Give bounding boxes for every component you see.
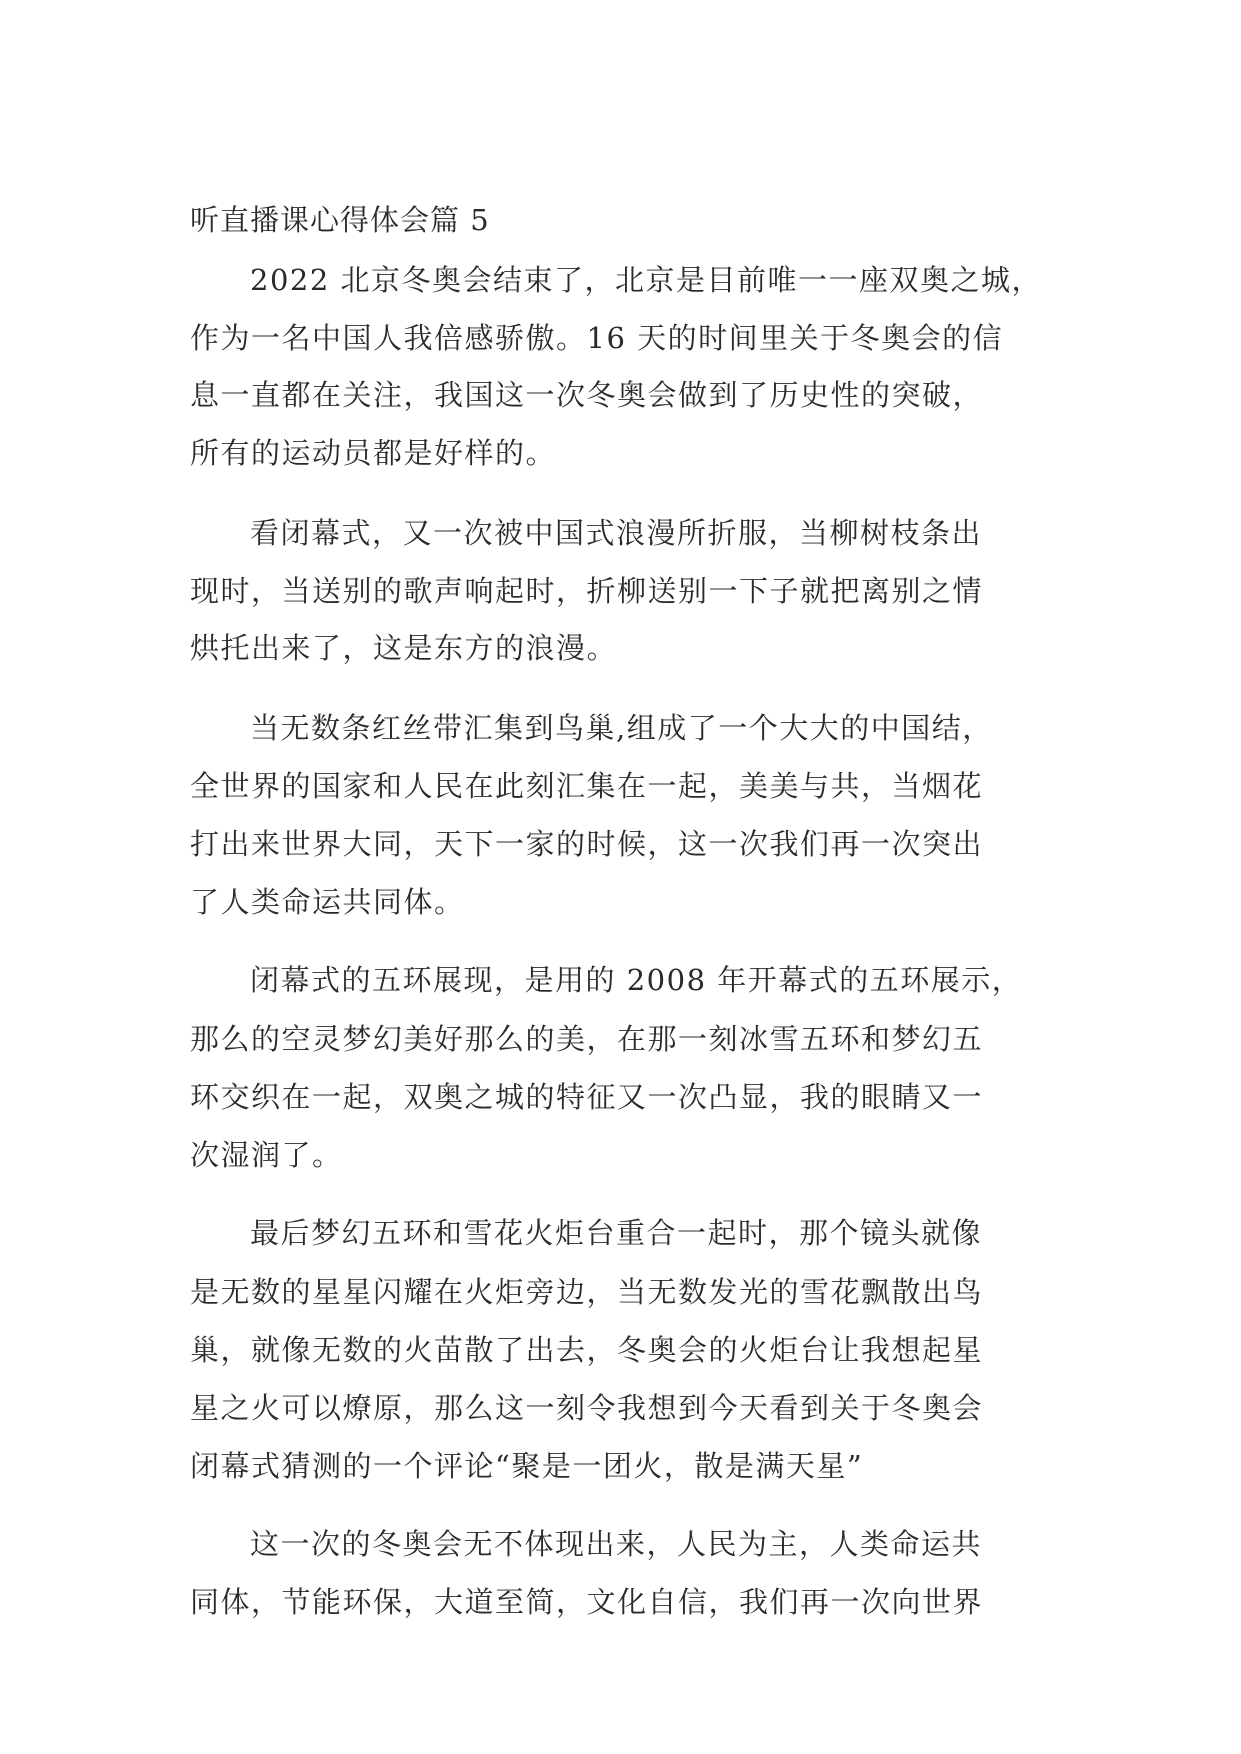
paragraph-line: 最后梦幻五环和雪花火炬台重合一起时，那个镜头就像: [250, 1216, 983, 1250]
paragraph-line: 闭幕式猜测的一个评论“聚是一团火，散是满天星”: [190, 1449, 864, 1483]
paragraph-line: 所有的运动员都是好样的。: [190, 436, 557, 470]
paragraph-line: 闭幕式的五环展现，是用的 2008 年开幕式的五环展示，: [250, 963, 1023, 997]
paragraph-line: 看闭幕式，又一次被中国式浪漫所折服，当柳树枝条出: [250, 516, 983, 550]
paragraph-line: 次湿润了。: [190, 1138, 343, 1172]
paragraph-line: 全世界的国家和人民在此刻汇集在一起，美美与共，当烟花: [190, 769, 984, 803]
paragraph-line: 是无数的星星闪耀在火炬旁边，当无数发光的雪花飘散出鸟: [190, 1275, 984, 1309]
paragraph-line: 同体，节能环保，大道至简，文化自信，我们再一次向世界: [190, 1585, 984, 1619]
paragraph-line: 了人类命运共同体。: [190, 885, 465, 919]
paragraph-line: 那么的空灵梦幻美好那么的美，在那一刻冰雪五环和梦幻五: [190, 1022, 984, 1056]
paragraph-line: 星之火可以燎原，那么这一刻令我想到今天看到关于冬奥会: [190, 1391, 984, 1425]
paragraph-line: 环交织在一起，双奥之城的特征又一次凸显，我的眼睛又一: [190, 1080, 984, 1114]
paragraph-line: 现时，当送别的歌声响起时，折柳送别一下子就把离别之情: [190, 574, 984, 608]
paragraph-line: 烘托出来了，这是东方的浪漫。: [190, 631, 618, 665]
paragraph-line: 2022 北京冬奥会结束了，北京是目前唯一一座双奥之城，: [250, 263, 1043, 297]
document-title: 听直播课心得体会篇 5: [190, 203, 490, 237]
paragraph-line: 这一次的冬奥会无不体现出来，人民为主，人类命运共: [250, 1527, 983, 1561]
paragraph-line: 作为一名中国人我倍感骄傲。16 天的时间里关于冬奥会的信: [190, 321, 1004, 355]
paragraph-line: 当无数条红丝带汇集到鸟巢,组成了一个大大的中国结，: [250, 711, 993, 745]
paragraph-line: 息一直都在关注，我国这一次冬奥会做到了历史性的突破，: [190, 378, 984, 412]
paragraph-line: 巢，就像无数的火苗散了出去，冬奥会的火炬台让我想起星: [190, 1333, 984, 1367]
paragraph-line: 打出来世界大同，天下一家的时候，这一次我们再一次突出: [190, 827, 984, 861]
